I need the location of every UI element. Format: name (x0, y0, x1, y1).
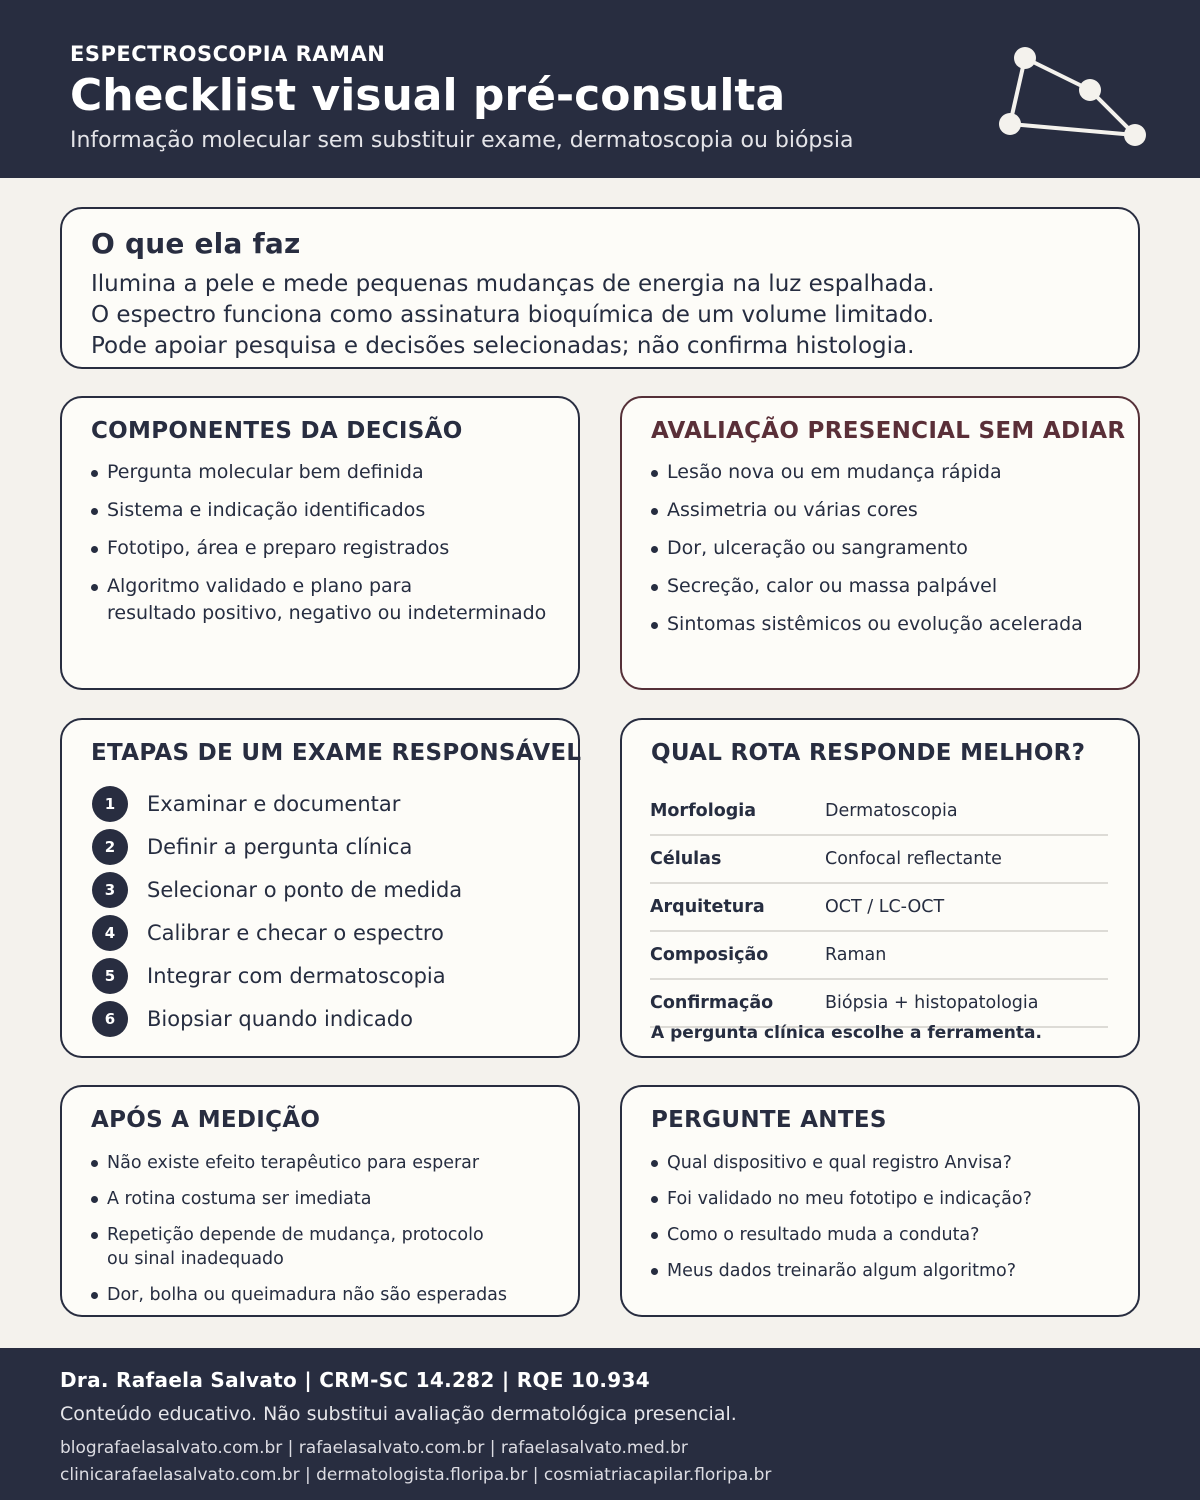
route-value: Biópsia + histopatologia (825, 993, 1039, 1013)
route-key: Composição (650, 945, 769, 965)
footer-links[interactable]: blografaelasalvato.com.br | rafaelasalvato.com.br | rafaelasalvato.med.br (60, 1438, 688, 1458)
step-item (92, 782, 462, 825)
step-number: 3 (92, 872, 128, 908)
step-item (92, 868, 462, 911)
step-item (92, 825, 462, 868)
table-row (650, 836, 1108, 884)
list-item: Foi validado no meu fototipo e indicação? (651, 1187, 1032, 1211)
step-number: 2 (92, 829, 128, 865)
table-row (650, 932, 1108, 980)
route-value: Raman (825, 945, 887, 965)
list-item: Como o resultado muda a conduta? (651, 1223, 1032, 1247)
intro-line: Pode apoiar pesquisa e decisões selecionadas; não confirma histologia. (91, 333, 915, 359)
step-label: Calibrar e checar o espectro (147, 920, 444, 945)
intro-text (91, 269, 935, 362)
components-card (60, 396, 580, 690)
list-item-line: Repetição depende de mudança, protocolo (107, 1225, 484, 1245)
intro-line: O espectro funciona como assinatura bioquímica de um volume limitado. (91, 302, 935, 328)
route-key: Morfologia (650, 801, 757, 821)
list-item: Assimetria ou várias cores (651, 497, 1083, 524)
header (0, 0, 1200, 178)
list-item: A rotina costuma ser imediata (91, 1187, 507, 1211)
list-item-line: resultado positivo, negativo ou indeterminado (107, 602, 547, 624)
urgent-list (651, 459, 1083, 649)
route-key: Células (650, 849, 722, 869)
list-item: Pergunta molecular bem definida (91, 459, 546, 486)
ask-list (651, 1151, 1032, 1295)
table-row (650, 788, 1108, 836)
list-item: Qual dispositivo e qual registro Anvisa? (651, 1151, 1032, 1175)
step-item (92, 954, 462, 997)
list-item-line: Algoritmo validado e plano para (107, 575, 413, 597)
routes-table (650, 788, 1108, 1028)
route-value: Dermatoscopia (825, 801, 958, 821)
footer-author: Dra. Rafaela Salvato | CRM-SC 14.282 | RQE 10.934 (60, 1368, 650, 1392)
footer-disclaimer: Conteúdo educativo. Não substitui avaliação dermatológica presencial. (60, 1403, 737, 1425)
footer-links[interactable]: clinicarafaelasalvato.com.br | dermatologista.floripa.br | cosmiatriacapilar.floripa.br (60, 1465, 772, 1485)
route-key: Confirmação (650, 993, 774, 1013)
step-item (92, 997, 462, 1040)
after-list (91, 1151, 507, 1319)
molecule-network-icon (990, 40, 1160, 160)
urgent-card (620, 396, 1140, 690)
list-item: Não existe efeito terapêutico para esperar (91, 1151, 507, 1175)
route-value: Confocal reflectante (825, 849, 1002, 869)
header-kicker: ESPECTROSCOPIA RAMAN (70, 42, 386, 66)
components-title: COMPONENTES DA DECISÃO (91, 418, 463, 444)
route-key: Arquitetura (650, 897, 765, 917)
step-label: Biopsiar quando indicado (147, 1006, 413, 1031)
step-label: Integrar com dermatoscopia (147, 963, 446, 988)
after-card (60, 1085, 580, 1317)
intro-card (60, 207, 1140, 369)
page-title: Checklist visual pré-consulta (70, 70, 786, 121)
intro-line: Ilumina a pele e mede pequenas mudanças de energia na luz espalhada. (91, 271, 935, 297)
routes-title: QUAL ROTA RESPONDE MELHOR? (651, 740, 1086, 766)
intro-title: O que ela faz (91, 227, 301, 260)
routes-card (620, 718, 1140, 1058)
list-item: Fototipo, área e preparo registrados (91, 535, 546, 562)
list-item: Sistema e indicação identificados (91, 497, 546, 524)
after-title: APÓS A MEDIÇÃO (91, 1107, 321, 1133)
routes-note: A pergunta clínica escolhe a ferramenta. (651, 1023, 1042, 1043)
step-label: Selecionar o ponto de medida (147, 877, 463, 902)
list-item: Meus dados treinarão algum algoritmo? (651, 1259, 1032, 1283)
components-list (91, 459, 546, 638)
table-row (650, 980, 1108, 1028)
ask-title: PERGUNTE ANTES (651, 1107, 887, 1133)
steps-card (60, 718, 580, 1058)
list-item (91, 573, 546, 627)
step-number: 6 (92, 1001, 128, 1037)
steps-title: ETAPAS DE UM EXAME RESPONSÁVEL (91, 740, 582, 766)
urgent-title: AVALIAÇÃO PRESENCIAL SEM ADIAR (651, 418, 1126, 444)
step-number: 1 (92, 786, 128, 822)
step-item (92, 911, 462, 954)
steps-list (92, 782, 462, 1040)
step-label: Examinar e documentar (147, 791, 401, 816)
route-value: OCT / LC-OCT (825, 897, 945, 917)
list-item-line: ou sinal inadequado (107, 1249, 284, 1269)
list-item: Secreção, calor ou massa palpável (651, 573, 1083, 600)
page-subtitle: Informação molecular sem substituir exame, dermatoscopia ou biópsia (70, 128, 854, 153)
list-item (91, 1223, 507, 1271)
footer (0, 1348, 1200, 1500)
step-number: 5 (92, 958, 128, 994)
table-row (650, 884, 1108, 932)
step-number: 4 (92, 915, 128, 951)
list-item: Dor, ulceração ou sangramento (651, 535, 1083, 562)
list-item: Lesão nova ou em mudança rápida (651, 459, 1083, 486)
step-label: Definir a pergunta clínica (147, 834, 413, 859)
list-item: Sintomas sistêmicos ou evolução acelerada (651, 611, 1083, 638)
list-item: Dor, bolha ou queimadura não são esperadas (91, 1283, 507, 1307)
ask-card (620, 1085, 1140, 1317)
